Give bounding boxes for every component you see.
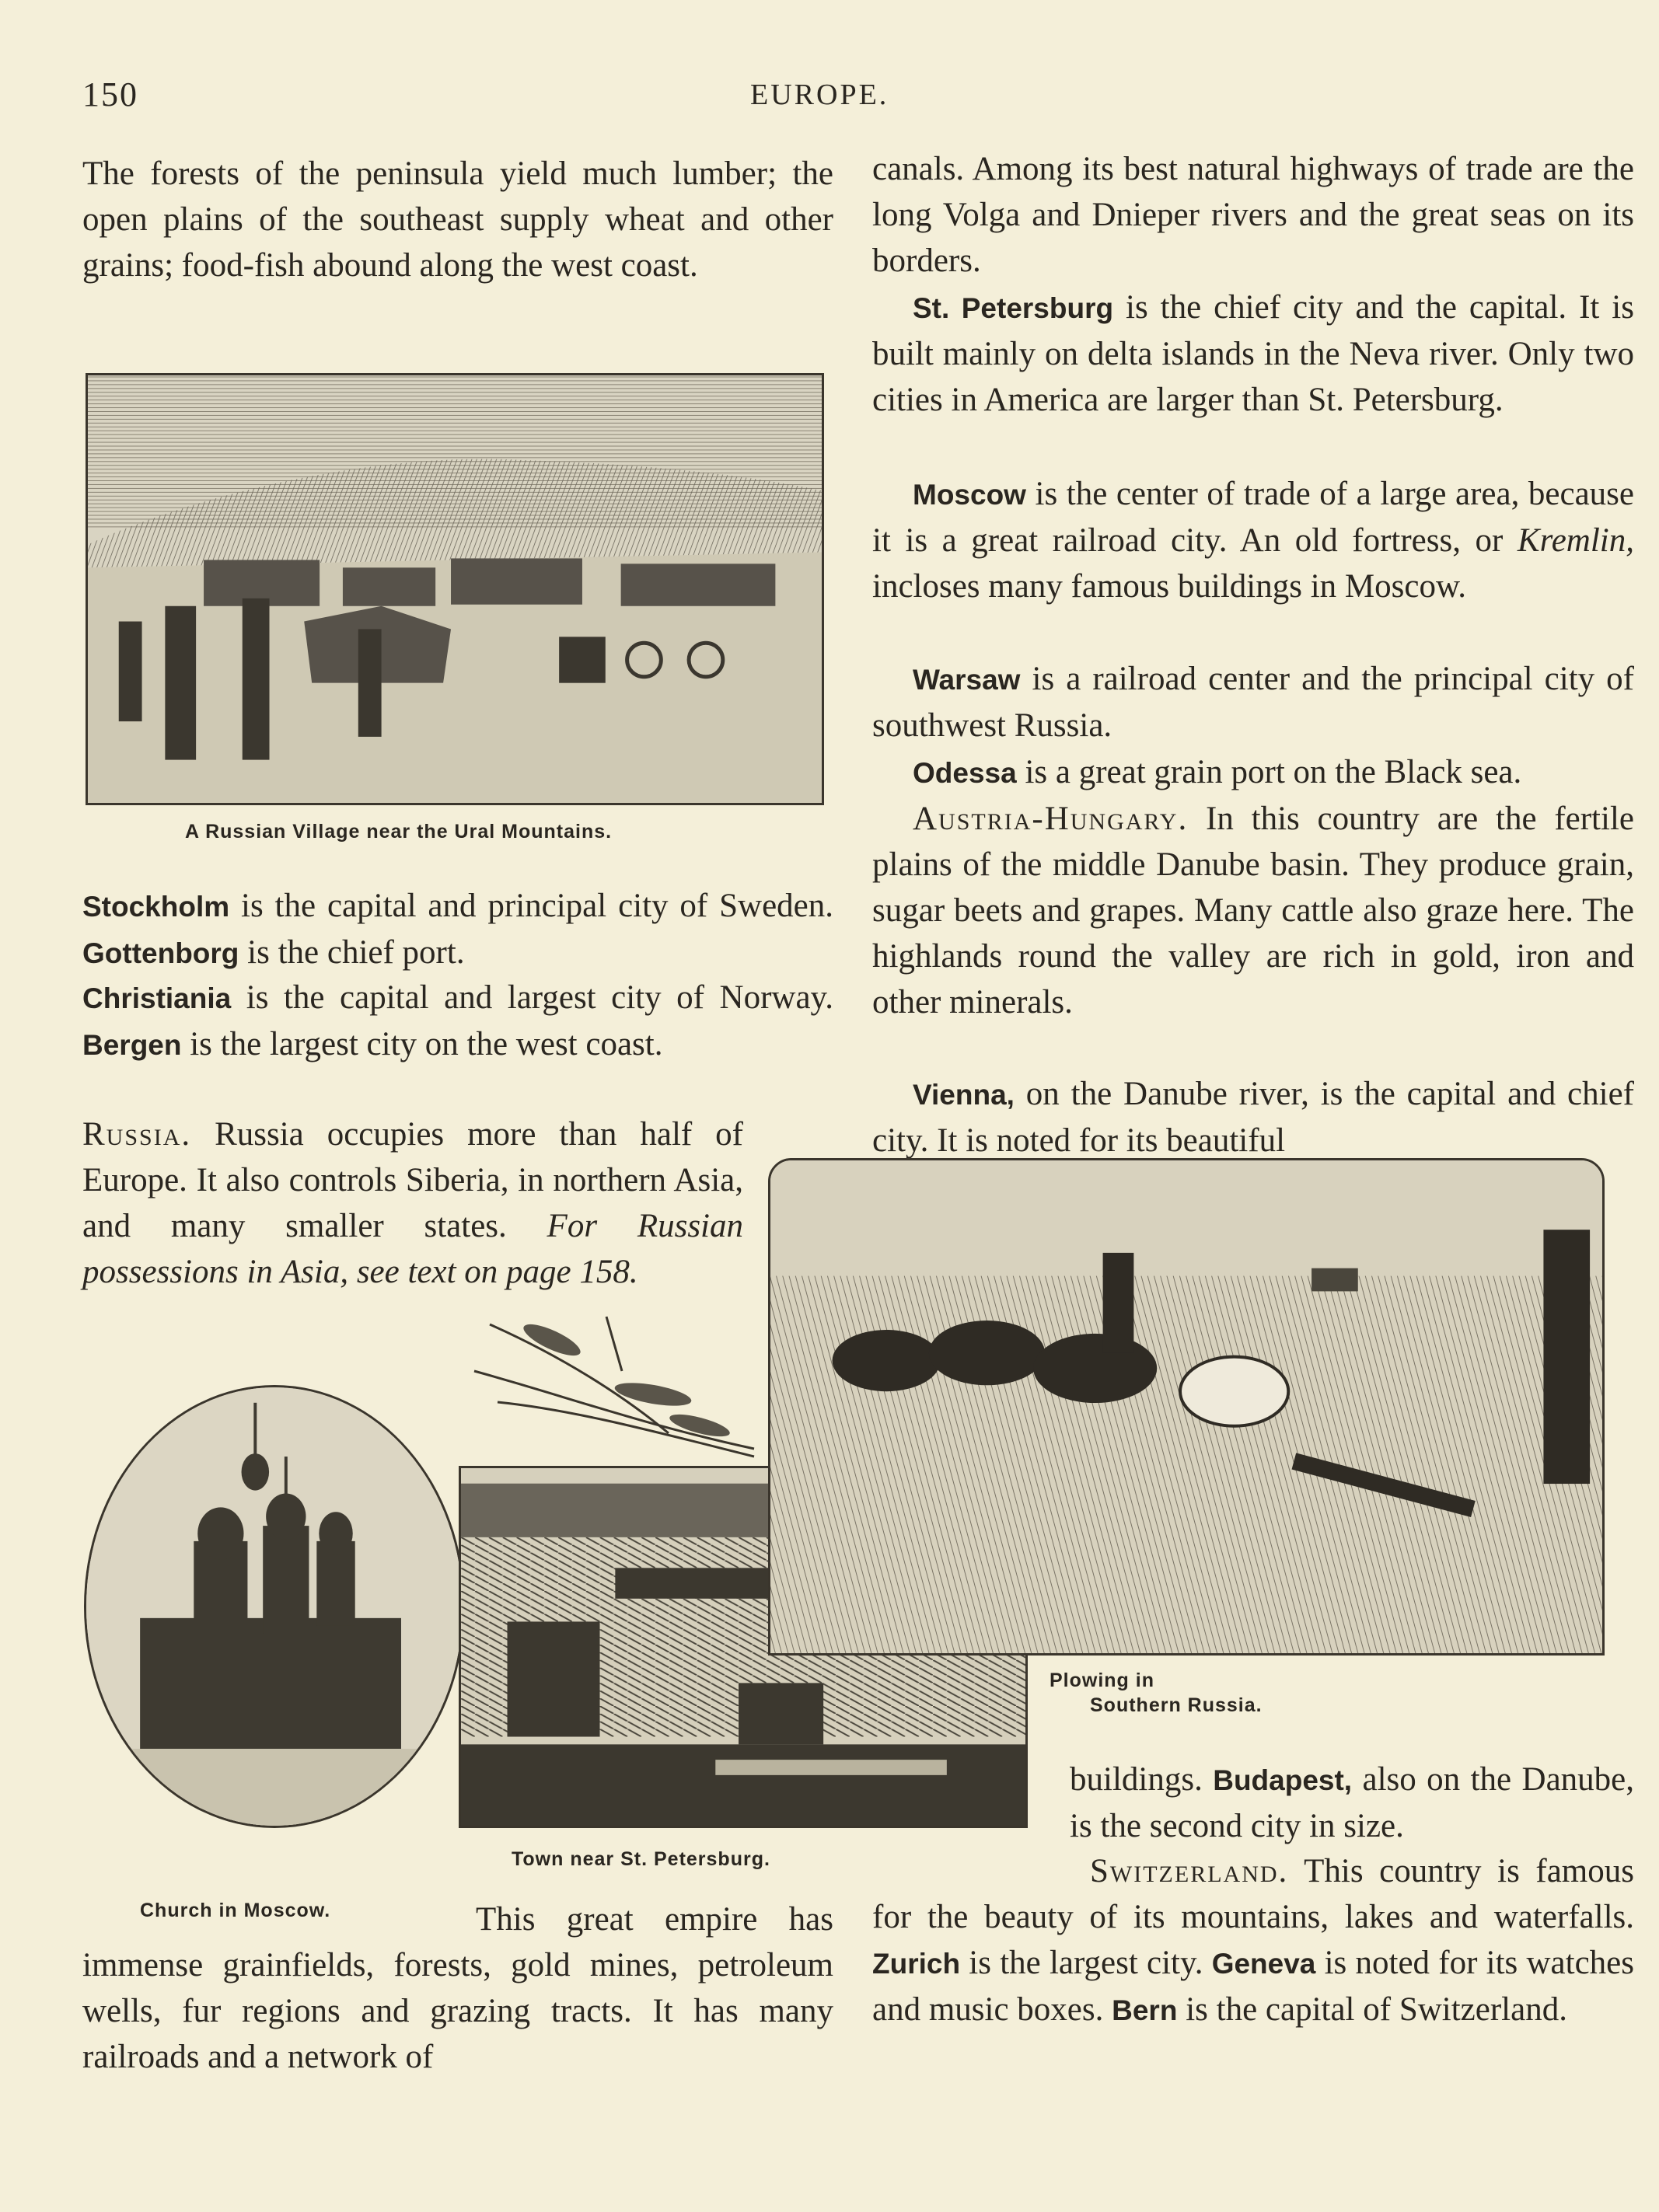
kremlin-term: Kremlin, bbox=[1517, 522, 1634, 559]
wheat-decoration bbox=[466, 1309, 762, 1464]
plowing-caption-line1: Plowing in bbox=[1050, 1669, 1154, 1691]
town-caption: Town near St. Petersburg. bbox=[512, 1848, 770, 1870]
zurich-term: Zurich bbox=[872, 1948, 961, 1980]
page-number: 150 bbox=[82, 75, 138, 113]
gottenborg-term: Gottenborg bbox=[82, 937, 239, 969]
moscow-term: Moscow bbox=[913, 479, 1026, 511]
christiania-term: Christiania bbox=[82, 982, 232, 1014]
paragraph-vienna: Vienna, on the Danube river, is the capital and chief city. It is noted for its beautiful bbox=[872, 1076, 1634, 1159]
russian-village-illustration bbox=[86, 373, 824, 805]
st-petersburg-term: St. Petersburg bbox=[913, 292, 1114, 324]
paragraph-st-petersburg: St. Petersburg is the chief city and the capital. It is built mainly on delta islands in the Neva river. Only two cities in America are larger than St. Petersburg. bbox=[872, 289, 1634, 418]
paragraph-moscow: Moscow is the center of trade of a large area, because it is a great railroad city. An old fortress, or Kremlin, incloses many famous buildings in Moscow. bbox=[872, 476, 1634, 605]
stockholm-term: Stockholm bbox=[82, 891, 230, 923]
paragraph-switzerland: Switzerland. This country is famous for the beauty of its mountains, lakes and waterfalls. Zurich is the largest city. Geneva is noted for its watches and music boxes. Bern is the capital of Switzerland. bbox=[872, 1853, 1634, 2028]
paragraph-stockholm: Stockholm is the capital and principal city of Sweden. Gottenborg is the chief port. bbox=[82, 888, 833, 971]
moscow-church-illustration bbox=[84, 1385, 465, 1828]
paragraph-russia: Russia. Russia occupies more than half of Europe. It also controls Siberia, in northern Asia, and many smaller states. For Russian possessions in Asia, see text on page 158. bbox=[82, 1116, 743, 1290]
vienna-term: Vienna, bbox=[913, 1079, 1015, 1111]
church-caption: Church in Moscow. bbox=[140, 1900, 331, 1921]
russia-heading: Russia. bbox=[82, 1116, 192, 1153]
paragraph-canals: canals. Among its best natural highways of trade are the long Volga and Dnieper rivers and the great seas on its borders. bbox=[872, 151, 1634, 279]
paragraph-christiania: Christiania is the capital and largest city of Norway. Bergen is the largest city on the west coast. bbox=[82, 979, 833, 1062]
running-head: EUROPE. bbox=[750, 79, 889, 111]
paragraph-budapest: buildings. Budapest, also on the Danube, is the second city in size. bbox=[1070, 1761, 1634, 1844]
paragraph-forests: The forests of the peninsula yield much lumber; the open plains of the southeast supply wheat and other grains; food-fish abound along the west coast. bbox=[82, 155, 833, 284]
paragraph-austria-hungary: Austria-Hungary. In this country are the fertile plains of the middle Danube basin. They produce grain, sugar beets and grapes. Many cattle also graze here. The highlands round the valley are rich in gold, iron and other minerals. bbox=[872, 801, 1634, 1021]
village-caption: A Russian Village near the Ural Mountains. bbox=[185, 821, 613, 843]
budapest-term: Budapest, bbox=[1213, 1764, 1353, 1796]
odessa-term: Odessa bbox=[913, 757, 1017, 789]
russia-see-note: For Russian possessions in Asia, see text on page 158. bbox=[82, 1208, 743, 1290]
plowing-illustration bbox=[768, 1158, 1605, 1656]
austria-hungary-heading: Austria-Hungary. bbox=[913, 801, 1189, 837]
paragraph-warsaw: Warsaw is a railroad center and the principal city of southwest Russia. bbox=[872, 661, 1634, 744]
plowing-caption-line2: Southern Russia. bbox=[1090, 1694, 1263, 1716]
bergen-term: Bergen bbox=[82, 1029, 182, 1061]
geneva-term: Geneva bbox=[1211, 1948, 1316, 1980]
paragraph-odessa: Odessa is a great grain port on the Black sea. bbox=[913, 754, 1522, 790]
switzerland-heading: Switzerland. bbox=[1090, 1853, 1289, 1889]
paragraph-empire: This great empire has immense grainfields, forests, gold mines, petroleum wells, fur regions and grazing tracts. It has many railroads and a network of bbox=[82, 1901, 833, 2075]
warsaw-term: Warsaw bbox=[913, 664, 1021, 696]
bern-term: Bern bbox=[1112, 1994, 1178, 2026]
